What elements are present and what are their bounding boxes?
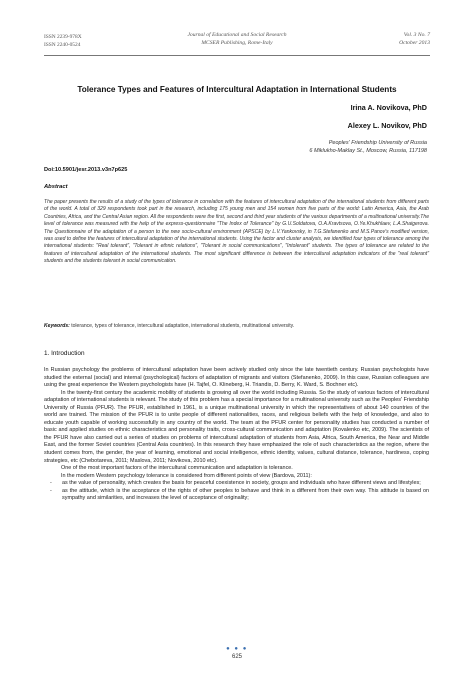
list-item-text: as the attitude, which is the acceptance of the rights of other peoples to behave and think in a different from their own way. This attitude is based on sympathy and similarities, and increases the level of acceptance of originality; bbox=[62, 487, 429, 502]
issn-online: ISSN 2240-0524 bbox=[44, 42, 81, 48]
keywords bbox=[44, 323, 429, 330]
list-dash: - bbox=[50, 487, 52, 494]
page-number: 625 bbox=[231, 654, 242, 660]
doi[interactable]: Doi:10.5901/jesr.2013.v3n7p625 bbox=[44, 167, 128, 173]
paragraph-1: In Russian psychology the problems of intercultural adaptation have been actively studied only since the late twentieth century. Russian psychologists have studied the external (social) and internal (psychological) factors of adaptation of migrants and visitors (Stefanenko, 2009). In this case, Russian colleagues are using the great experience the Western psychologists have (H. Tajfel, O. Klineberg, H. Triandis, D. Berry, K. Ward, S. Bochner etc). bbox=[44, 367, 429, 389]
issn-block bbox=[44, 33, 82, 49]
paragraph-3: One of the most important factors of the intercultural communication and adaptation is tolerance. bbox=[61, 465, 293, 472]
header-divider bbox=[44, 55, 430, 56]
keywords-list: tolerance, types of tolerance, intercultural adaptation, international students, multinational university. bbox=[69, 323, 295, 329]
issue-block bbox=[399, 31, 430, 47]
affiliation-line-2: 6 Miklukho-Maklay St., Moscow, Russia, 117198 bbox=[309, 148, 427, 154]
affiliation-line-1: Peoples' Friendship University of Russia bbox=[328, 140, 427, 146]
paragraph-2: In the twenty-first century the academic mobility of students is growing all over the world including Russia. So the study of various factors of intercultural adaptation of international students is relevant. The study of this problem has a special importance for a multinational university such as the Peoples' Friendship University of Russia (PFUR). The PFUR, established in 1961, is a unique multinational university in which the representatives of about 140 countries of the world are trained. The mission of the PFUR is to unite people of different nationalities, races, and religious beliefs with the help of knowledge, and also to educate youth capable of working successfully in any country of the world. The team at the PFUR center for personality studies has conducted a number of basic and applied studies on ethnic characteristics and personality traits, cross-cultural communication and adaptation (Kovalenko etc, 2009). The scientists of the PFUR have also carried out a series of studies on problems of intercultural adaptation of students from Asia, Africa, South America, the Near and Middle East, and the former Soviet countries (Central Asia countries). In this research they have emphasized the role of such characteristics as the region, where the student comes from, the gender, the year of learning, emotional and social intelligence, ethnic identity, values, cultural distance, tolerance, hardiness, coping strategies, etc (Chebotareva, 2011; Maslova, 2011; Novikova, 2010 etc). bbox=[44, 389, 429, 464]
list-item bbox=[44, 488, 429, 503]
abstract-heading: Abstract bbox=[44, 184, 68, 190]
issn-print: ISSN 2239-978X bbox=[44, 34, 82, 40]
paragraph-4: In the modern Western psychology tolerance is considered from different points of view (Bardova, 2011): bbox=[61, 472, 312, 479]
footer-dots: ● ● ● bbox=[226, 646, 248, 652]
issue-date: October 2013 bbox=[399, 40, 430, 46]
section-heading: 1. Introduction bbox=[44, 350, 85, 357]
paper-title: Tolerance Types and Features of Intercultural Adaptation in International Students bbox=[77, 85, 397, 94]
journal-name: Journal of Educational and Social Research bbox=[187, 32, 287, 38]
abstract-text: The paper presents the results of a study of the types of tolerance in correlation with the features of intercultural adaptation of the international students from different parts of the world. A total of 329 respondents took part in the research, including 175 young men and 154 women from five parts of the world: Latin America, Asia, the Arab Countries, Africa, and the Central Asian region. All the respondents were the first, second and third year students of the various departments of a multinational university.The level of tolerance was measured with the help of the express-questionnaire "The Index of Tolerance" by G.U.Soldatova, O.A.Kravtsova, O.Ye.Khukhlaev, L.A.Shaigerova. The Questionnaire of the adaptation of a person to the new socio-cultural environment (APSCE) by L.V.Yankovsky, in T.G.Stefanenko and M.S.Panov's modified version, was used to define the features of intercultural adaptation of the international students. Using the factor and cluster analysis, we identified four types of tolerance among the international students: "Real tolerant", "Tolerant in ethnic relations", "Tolerant in social communications", "Intolerant" students. The types of tolerance are related to the features of intercultural adaptation of the international students. The most significant difference is between the intercultural adaptation indicators of the "real tolerant" students and the students tolerant in social communication. bbox=[44, 199, 429, 265]
publisher: MCSER Publishing, Rome-Italy bbox=[201, 40, 273, 46]
list-dash: - bbox=[50, 480, 52, 487]
body-text bbox=[44, 367, 429, 503]
author-1: Irina A. Novikova, PhD bbox=[350, 103, 427, 112]
list-item bbox=[44, 480, 429, 488]
journal-block bbox=[140, 31, 334, 47]
affiliation bbox=[309, 139, 427, 155]
list-item-text: as the value of personality, which creates the basis for peaceful coexistence in society, groups and individuals who have different views and lifestyles; bbox=[62, 480, 421, 487]
author-2: Alexey L. Novikov, PhD bbox=[347, 121, 427, 130]
volume: Vol. 3 No. 7 bbox=[403, 32, 430, 38]
keywords-label: Keywords: bbox=[44, 323, 70, 329]
